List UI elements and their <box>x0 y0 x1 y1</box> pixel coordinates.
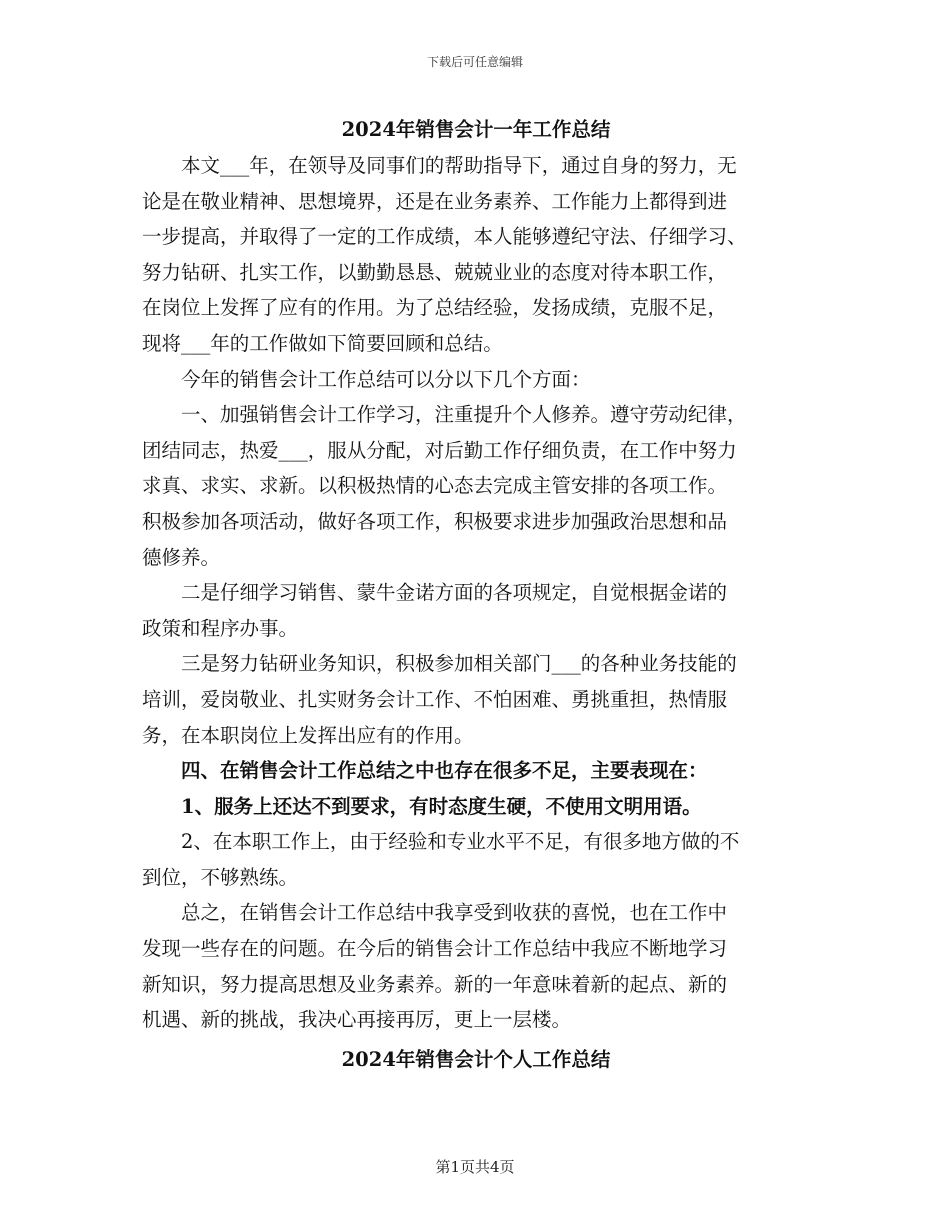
paragraph <box>142 362 810 398</box>
paragraph-line: 发现一些存在的问题。在今后的销售会计工作总结中我应不断地学习 <box>142 937 728 961</box>
paragraph <box>142 397 810 575</box>
page-indicator: 第1页共4页 <box>435 1158 515 1176</box>
paragraph <box>142 895 810 1037</box>
paragraph-line: 团结同志，热爱___，服从分配，对后勤工作仔细负责，在工作中努力 <box>142 438 737 462</box>
paragraph-line: 求真、求实、求新。以积极热情的心态去完成主管安排的各项工作。 <box>142 474 728 498</box>
paragraph-line: 积极参加各项活动，做好各项工作，积极要求进步加强政治思想和品 <box>142 509 728 533</box>
second-document-title: 2024年销售会计个人工作总结 <box>341 1047 611 1071</box>
paragraph-line: 务，在本职岗位上发挥出应有的作用。 <box>142 723 474 747</box>
paragraph <box>142 646 810 753</box>
paragraph-line: 总之，在销售会计工作总结中我享受到收获的喜悦，也在工作中 <box>181 901 728 925</box>
paragraph-line: 政策和程序办事。 <box>142 616 299 640</box>
paragraph-line: 现将___年的工作做如下简要回顾和总结。 <box>142 331 503 355</box>
paragraph <box>142 789 810 825</box>
paragraph <box>142 575 810 646</box>
paragraph <box>142 753 810 789</box>
paragraph-line: 德修养。 <box>142 545 221 569</box>
paragraph-line: 一步提高，并取得了一定的工作成绩，本人能够遵纪守法、仔细学习、 <box>142 225 747 249</box>
paragraph-line: 到位，不够熟练。 <box>142 865 299 889</box>
paragraph-line: 2、在本职工作上，由于经验和专业水平不足，有很多地方做的不 <box>181 830 740 854</box>
paragraph-line: 今年的销售会计工作总结可以分以下几个方面： <box>181 367 591 391</box>
paragraph <box>142 824 810 895</box>
document-body <box>142 112 810 1078</box>
paragraph-line: 本文___年，在领导及同事们的帮助指导下，通过自身的努力，无 <box>181 154 737 177</box>
paragraph-line: 三是努力钻研业务知识，积极参加相关部门___的各种业务技能的 <box>181 652 737 676</box>
paragraph-list <box>142 148 810 1038</box>
paragraph-line: 培训，爱岗敬业、扎实财务会计工作、不怕困难、勇挑重担，热情服 <box>142 687 728 711</box>
paragraph-line: 努力钻研、扎实工作，以勤勤恳恳、兢兢业业的态度对待本职工作， <box>142 260 728 284</box>
paragraph-line: 机遇、新的挑战，我决心再接再厉，更上一层楼。 <box>142 1008 572 1032</box>
paragraph-line: 一、加强销售会计工作学习，注重提升个人修养。遵守劳动纪律， <box>181 403 747 427</box>
paragraph-line: 在岗位上发挥了应有的作用。为了总结经验，发扬成绩，克服不足， <box>142 296 728 320</box>
paragraph-line: 论是在敬业精神、思想境界，还是在业务素养、工作能力上都得到进 <box>142 189 728 213</box>
paragraph-line: 四、在销售会计工作总结之中也存在很多不足，主要表现在： <box>181 759 708 783</box>
paragraph-line: 1、服务上还达不到要求，有时态度生硬，不使用文明用语。 <box>181 794 702 818</box>
document-title: 2024年销售会计一年工作总结 <box>341 118 611 141</box>
header-note: 下载后可任意编辑 <box>426 55 523 69</box>
paragraph <box>142 148 810 362</box>
paragraph-line: 新知识，努力提高思想及业务素养。新的一年意味着新的起点、新的 <box>142 972 728 996</box>
paragraph-line: 二是仔细学习销售、蒙牛金诺方面的各项规定，自觉根据金诺的 <box>181 581 728 605</box>
